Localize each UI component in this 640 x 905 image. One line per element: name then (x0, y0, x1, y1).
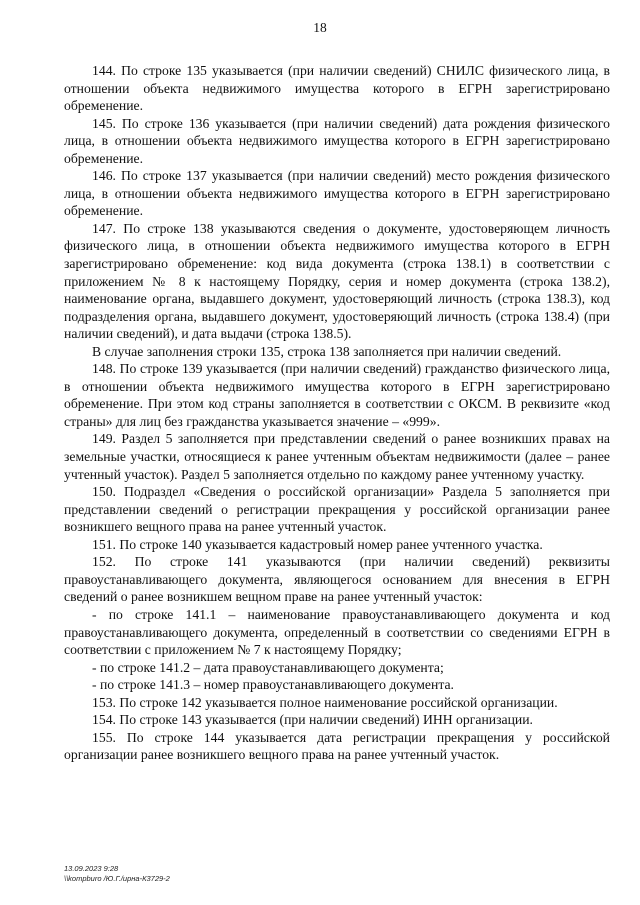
paragraph-146: 146. По строке 137 указывается (при наличии сведений) место рождения физического лица, в отношении объекта недвижимого имущества которого в ЕГРН зарегистрировано обременение. (64, 168, 610, 219)
paragraph-148: 148. По строке 139 указывается (при наличии сведений) гражданство физического лица, в отношении объекта недвижимого имущества которого в ЕГРН зарегистрировано обременение. При этом код страны заполняется в соответствии с ОКСМ. В реквизите «код страны» для лиц без гражданства указывается значение – «999». (64, 361, 610, 429)
paragraph-152: 152. По строке 141 указываются (при наличии сведений) реквизиты правоустанавливающего документа, являющегося основанием для внесения в ЕГРН сведений о ранее возникшем вещном праве на ранее учтенный участок: (64, 554, 610, 605)
paragraph-150: 150. Подраздел «Сведения о российской организации» Раздела 5 заполняется при представлении сведений о регистрации прекращения у российской организации ранее возникшего вещного права на ранее учтенный участок. (64, 484, 610, 535)
document-footer (64, 864, 170, 884)
paragraph-144: 144. По строке 135 указывается (при наличии сведений) СНИЛС физического лица, в отношении объекта недвижимого имущества которого в ЕГРН зарегистрировано обременение. (64, 63, 610, 114)
footer-date: 13.09.2023 9:28 (64, 864, 119, 873)
paragraph-147-note: В случае заполнения строки 135, строка 138 заполняется при наличии сведений. (92, 343, 562, 359)
paragraph-154: 154. По строке 143 указывается (при наличии сведений) ИНН организации. (92, 712, 533, 728)
document-body (64, 62, 610, 764)
list-item-141-2: - по строке 141.2 – дата правоустанавливающего документа; (92, 659, 444, 675)
paragraph-155: 155. По строке 144 указывается дата регистрации прекращения у российской организации ранее возникшего вещного права на ранее учтенный участок. (64, 729, 610, 763)
page-number: 18 (313, 20, 327, 35)
paragraph-149: 149. Раздел 5 заполняется при представлении сведений о ранее возникших правах на земельные участки, относящиеся к ранее учтенным объектам недвижимости (далее – ранее учтенный участок). Раздел 5 заполняется отдельно по каждому ранее учтенному участку. (64, 431, 610, 482)
paragraph-151: 151. По строке 140 указывается кадастровый номер ранее учтенного участка. (92, 536, 543, 552)
paragraph-153: 153. По строке 142 указывается полное наименование российской организации. (92, 694, 558, 710)
list-item-141-3: - по строке 141.3 – номер правоустанавливающего документа. (92, 677, 454, 693)
paragraph-145: 145. По строке 136 указывается (при наличии сведений) дата рождения физического лица, в отношении объекта недвижимого имущества которого в ЕГРН зарегистрировано обременение. (64, 115, 610, 166)
list-item-141-1: - по строке 141.1 – наименование правоустанавливающего документа и код правоустанавливающего документа, определенный в соответствии со сведениями ЕГРН в соответствии с приложением № 7 к настоящему Порядку; (64, 606, 610, 658)
footer-file-path: \\kompburo /Ю.Г./ирна-К3729-2 (64, 874, 170, 883)
paragraph-147: 147. По строке 138 указываются сведения о документе, удостоверяющем личность физического лица, в отношении объекта недвижимого имущества которого в ЕГРН зарегистрировано обременение: код вида документа (строка 138.1) в соответствии с приложением № 8 к настоящему Порядку, серия и номер документа (строка 138.2), наименование органа, выдавшего документ, удостоверяющий личность (строка 138.3), код подразделения органа, выдавшего документ, удостоверяющий личность (строка 138.4) (при наличии сведений), и дата выдачи (строка 138.5). (64, 220, 610, 342)
